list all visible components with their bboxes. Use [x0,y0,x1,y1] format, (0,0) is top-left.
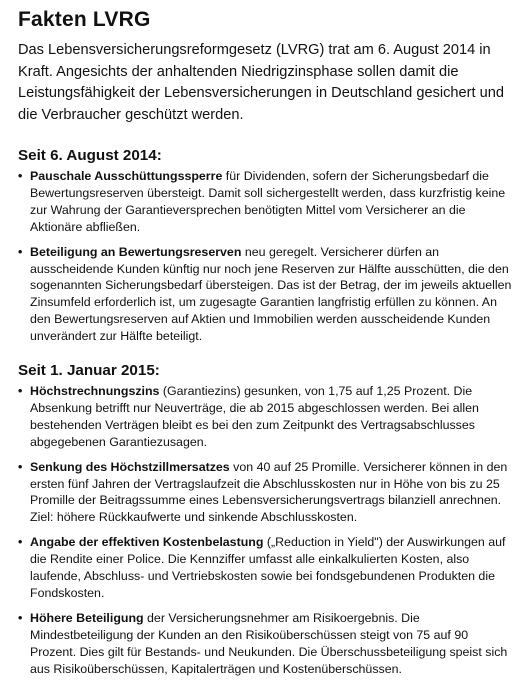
list-item [18,244,514,345]
item-term: Höchstrechnungszins [30,384,160,398]
list-2015 [18,383,514,686]
item-text: (Garantiezins) gesunken, von 1,75 auf 1,25 Prozent. Die Absenkung betrifft nur Neuverträge, die ab 2015 abgeschlossen werden. Bei allen bestehenden Verträgen bleibt es bei den zum Zeitpunkt des Vertragsabschlusses abgegebenen Garantiezusagen. [30,384,479,449]
item-text: von 40 auf 25 Promille. Versicherer können in den ersten fünf Jahren der Vertragslaufzeit die Abschlusskosten nur in Höhe von bis zu 25 Promille der Beitragssumme eines Lebensversicherungsvertrags bilanziell anrechnen. Ziel: höhere Rückkaufwerte und sinkende Abschlusskosten. [30,459,508,525]
list-item [18,168,514,236]
section-heading-2014: Seit 6. August 2014: [18,147,162,164]
list-item [18,459,514,527]
list-item [18,610,514,678]
item-term: Beteiligung an Bewertungsreserven [30,244,242,259]
page-title: Fakten LVRG [18,8,151,31]
item-term: Angabe der effektiven Kostenbelastung [30,535,264,550]
section-heading-2015: Seit 1. Januar 2015: [18,362,160,379]
item-term: Pauschale Ausschüttungssperre [30,169,223,183]
item-term: Höhere Beteiligung [30,610,144,625]
list-item [18,534,514,602]
item-text: („Reduction in Yield") der Auswirkungen auf die Rendite einer Police. Die Kennziffer umfasst alle einkalkulierten Kosten, also laufende, Abschluss- und Vertriebskosten sowie bei fondsgebundenen Produkten die Fondskosten. [30,535,506,600]
item-text: für Dividenden, sofern der Sicherungsbedarf die Bewertungsreserven übersteigt. Damit soll sichergestellt werden, dass kurzfristig keine zur Wahrung der Garantieversprechen benötigten Mittel vom Versicherer an die Aktionäre abfließen. [30,169,506,234]
intro-paragraph: Das Lebensversicherungsreformgesetz (LVRG) trat am 6. August 2014 in Kraft. Angesichts der anhaltenden Niedrigzinsphase sollen damit die Leistungsfähigkeit der Lebensversicherungen in Deutschland gesichert und die Verbraucher geschützt werden. [18,42,504,123]
list-item [18,383,514,451]
list-2014 [18,168,514,353]
item-text: neu geregelt. Versicherer dürfen an ausscheidende Kunden künftig nur noch jene Reserven zur Hälfte ausschütten, die den sogenannten Sicherungsbedarf übersteigen. Das ist der Betrag, der im jeweils aktuellen Zinsumfeld erforderlich ist, um zugesagte Garantien langfristig erfüllen zu können. An den Bewertungsreserven auf Aktien und Immobilien werden ausscheidende Kunden unverändert zur Hälfte beteiligt. [30,244,512,344]
item-term: Senkung des Höchstzillmersatzes [30,459,230,474]
item-text: der Versicherungsnehmer am Risikoergebnis. Die Mindestbeteiligung der Kunden an den Risikoüberschüssen steigt von 75 auf 90 Prozent. Dies gilt für Bestands- und Neukunden. Die Überschussbeteiligung speist sich aus Risikoüberschüssen, Kapitalerträgen und Kostenüberschüssen. [30,610,508,676]
